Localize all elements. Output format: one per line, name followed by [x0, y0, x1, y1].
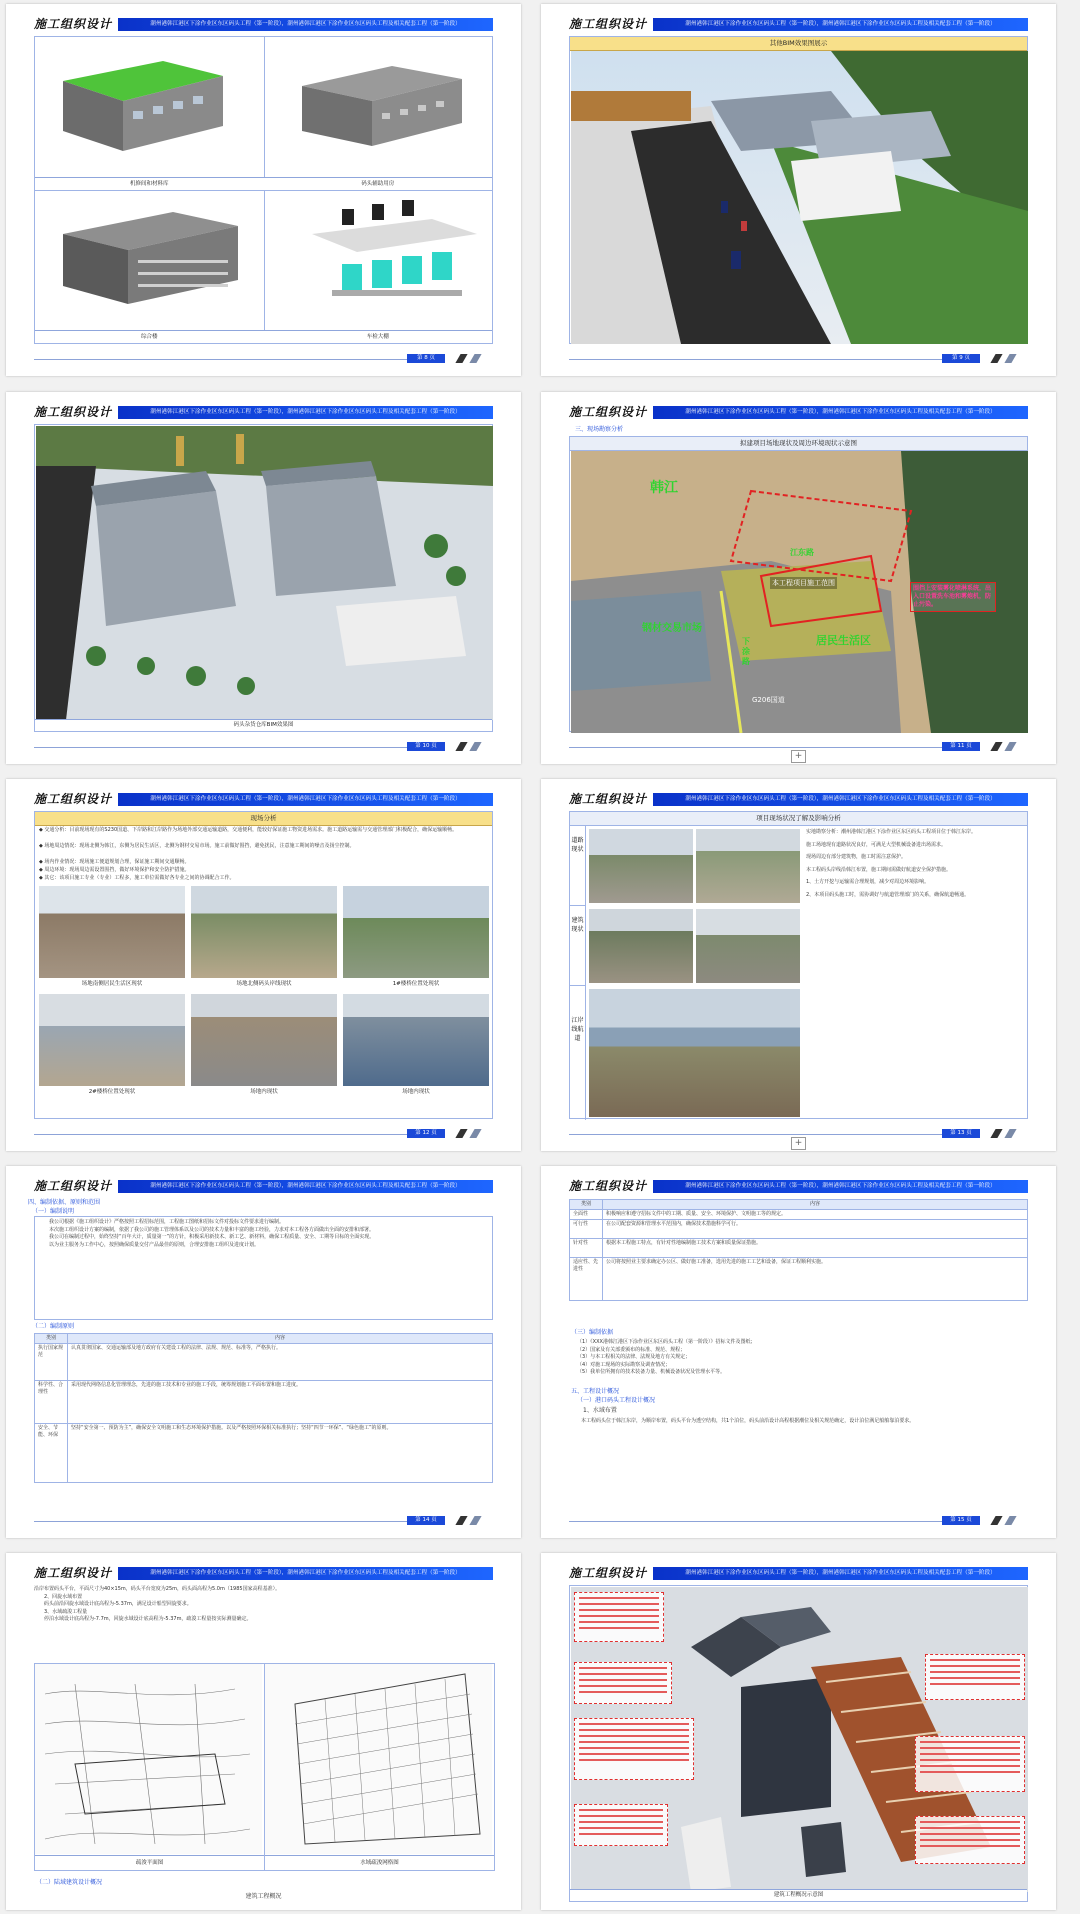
- annotation-box: [925, 1654, 1025, 1700]
- figure-title: 现场分析: [35, 812, 492, 826]
- page-footer: [34, 1514, 493, 1526]
- caption: 建筑工程概况: [245, 1893, 282, 1900]
- drawing-caption: 疏浚平面图: [35, 1855, 264, 1870]
- label-village: 居民生活区: [816, 634, 871, 647]
- render-frame: [34, 424, 493, 732]
- site-photo: [589, 909, 693, 983]
- header-title-bar: 潮州港韩江港区下涂作业区东区码头工程（第一阶段），潮州港韩江港区下涂作业区东区码头工程及相关配套工程（第一阶段）: [118, 793, 493, 806]
- subsection-heading: 1、水域布置: [583, 1407, 617, 1414]
- figure-title: 拟建项目场地现状及周边环境现状示意图: [570, 437, 1027, 451]
- paragraph: 现场周边有部分建筑物，施工时需注意保护。: [806, 854, 907, 860]
- paragraph: 2、回旋水域布置: [44, 1593, 83, 1600]
- doc-page-17: [541, 1553, 1056, 1910]
- header-title-bar: 潮州港韩江港区下涂作业区东区码头工程（第一阶段），潮州港韩江港区下涂作业区东区码头工程及相关配套工程（第一阶段）: [653, 18, 1028, 31]
- label-road: 江东路: [790, 548, 814, 557]
- doc-page-12: [6, 779, 521, 1151]
- figure-title: 其他BIM效果图展示: [570, 37, 1027, 51]
- company-logo: 施工组织设计: [569, 405, 648, 419]
- photo-caption: 2#楼桥位置处现状: [39, 1086, 185, 1098]
- table-header: 类别: [35, 1334, 68, 1344]
- site-render: [571, 51, 1028, 344]
- page-footer: [34, 1127, 493, 1139]
- section-heading: 四、编制依据、原则和范围: [28, 1199, 101, 1206]
- grid-cell: [264, 37, 493, 191]
- section-heading: 三、现场勘察分析: [575, 426, 624, 433]
- paragraph: 2、本项目码头施工时，需协调好与航道管理部门的关系，确保航道畅通。: [806, 891, 970, 898]
- site-photo: [696, 909, 800, 983]
- subsection-heading: （二）编制原则: [32, 1323, 75, 1330]
- grid-cell: [264, 190, 493, 343]
- site-photo: [39, 886, 185, 978]
- page-footer: [569, 1514, 1028, 1526]
- section-heading: 五、工程设计概况: [571, 1388, 620, 1395]
- page-header: [569, 16, 1028, 33]
- subsection-heading: （一）港口码头工程设计概况: [577, 1397, 656, 1404]
- photo-caption: 1#楼桥位置处现状: [343, 978, 489, 990]
- photo-cell: [39, 886, 185, 990]
- paragraph: 以为业主服务为工作中心，按照确保质量交付产品最佳的原则，合理安排施工组织及进度计划。: [49, 1241, 260, 1248]
- list-item: （4）对施工现场的实际勘察及调查情况；: [577, 1361, 671, 1368]
- page-header: [34, 791, 493, 808]
- page-header: [34, 1178, 493, 1195]
- render-frame: [569, 1585, 1028, 1902]
- site-photo: [696, 829, 800, 903]
- site-photo: [191, 886, 337, 978]
- analysis-frame: [34, 811, 493, 1119]
- page-number: 第 9 页: [942, 354, 980, 363]
- image-caption: 码头杂货仓库BIM效果图: [35, 719, 492, 731]
- row-label: 江岸线航道: [570, 986, 586, 1120]
- label-road-2: 下涂路: [742, 637, 750, 666]
- annotation-box: [915, 1736, 1025, 1792]
- paragraph: 停泊水域设计底高程为-7.7m，回旋水域设计底高程为-5.37m，疏浚工程量按实际测量确定。: [44, 1616, 252, 1622]
- image-caption: 综合楼: [35, 330, 264, 343]
- photo-cell: [191, 886, 337, 990]
- building-render: [43, 194, 273, 314]
- dredging-grid: [265, 1664, 492, 1854]
- page-number: 第 12 页: [407, 1129, 445, 1138]
- table-row: 可行性 在公司配套资源和管理水平范围内，确保技术措施科学可行。: [570, 1220, 1028, 1239]
- render-frame: [569, 36, 1028, 344]
- paragraph: 沿岸布置码头平台，平面尺寸为40×15m，码头平台宽度为25m，码头面高程为5.0m（1985国家高程基准）。: [34, 1586, 281, 1592]
- map-frame: [569, 436, 1028, 732]
- principles-table: [569, 1199, 1028, 1301]
- page-header: [569, 1565, 1028, 1582]
- header-title-bar: 潮州港韩江港区下涂作业区东区码头工程（第一阶段），潮州港韩江港区下涂作业区东区码头工程及相关配套工程（第一阶段）: [653, 793, 1028, 806]
- photo-caption: 场地北侧码头岸线现状: [191, 978, 337, 990]
- photo-caption: 场地内现状: [191, 1086, 337, 1098]
- table-row: 全面性 积极响应和遵守招标文件中的工期、质量、安全、环境保护、文明施工等的规定。: [570, 1210, 1028, 1220]
- page-header: [569, 791, 1028, 808]
- paragraph: ◆ 周边环境：现场周边需设置围挡，做好环境保护和安全防护措施。: [39, 867, 190, 873]
- company-logo: 施工组织设计: [569, 792, 648, 806]
- page-header: [34, 1565, 493, 1582]
- building-render: [272, 41, 502, 161]
- site-photo: [191, 994, 337, 1086]
- table-row: 科学性、合理性 采用现代网络信息化管理理念，先进的施工技术和专业的施工手段，统筹规划施工平面布置和施工进度。: [35, 1381, 493, 1424]
- image-caption: 车检大棚: [264, 330, 493, 343]
- paragraph: 本次施工组织设计方案的编制，依据了我公司的施工管理体系以及公司的技术力量和丰富的施工经验，力求对本工程各方面做出全面的安排和部署。: [49, 1226, 375, 1233]
- doc-page-13: [541, 779, 1056, 1151]
- doc-page-16: [6, 1553, 521, 1910]
- table-row: 执行国家规范 认真贯彻国家、交通运输部及地方政府有关建设工程的法律、法规、规范、标准等，严格执行。: [35, 1344, 493, 1381]
- grid-cell: [35, 190, 265, 343]
- grid-cell: [35, 37, 265, 191]
- photo-caption: 场地内现状: [343, 1086, 489, 1098]
- paragraph: 3、水域疏浚工程量: [44, 1608, 88, 1615]
- page-number: 第 15 页: [942, 1516, 980, 1525]
- paragraph: ◆ 场地周边情况：现场北侧为韩江，东侧为居民生活区，北侧为钢材交易市场。施工前做好围挡，避免扰民，注意施工期间的噪音及扬尘控制。: [39, 843, 355, 849]
- table-header: 类别: [570, 1200, 603, 1210]
- company-logo: 施工组织设计: [34, 1179, 113, 1193]
- paragraph: 我公司在编制过程中，始终坚持“百年大计，质量第一”的方针，积极采用新技术、新工艺、新材料，确保工程质量、安全、工期等目标的全面实现。: [49, 1234, 375, 1240]
- list-item: （1）《XXX港韩江港区下涂作业区东区码头工程（第一阶段）》招标文件及图纸；: [577, 1339, 756, 1345]
- paragraph: ◆ 其它：该项目施工专业（专业）工程多，施工单位需做好各专业之间的协调配合工作。: [39, 875, 235, 881]
- header-title-bar: 潮州港韩江港区下涂作业区东区码头工程（第一阶段），潮州港韩江港区下涂作业区东区码头工程及相关配套工程（第一阶段）: [118, 1180, 493, 1193]
- list-item: （3）与本工程相关的法律、法规及地方有关规定；: [577, 1354, 691, 1360]
- paragraph: 1、土方开挖与运输需合理规划，减少对周边环境影响。: [806, 879, 930, 885]
- doc-page-10: [6, 392, 521, 764]
- annotation-box: [574, 1804, 668, 1846]
- page-footer: [569, 352, 1028, 364]
- page-number: 第 10 页: [407, 742, 445, 751]
- doc-page-8: [6, 4, 521, 376]
- page-header: [569, 404, 1028, 421]
- table-row: 针对性 根据本工程施工特点，有针对性地编制施工技术方案和质量保证措施。: [570, 1239, 1028, 1258]
- site-photo: [343, 994, 489, 1086]
- page-number: 第 11 页: [942, 742, 980, 751]
- table-row: 适应性、先进性 公司将按照业主要求确定办公区、做好施工准备，选用先进的施工工艺和设备，保证工程顺利实施。: [570, 1258, 1028, 1301]
- list-item: （2）国家及有关部委颁布的标准、规范、规程；: [577, 1346, 686, 1353]
- subsection-heading: （三）编制依据: [571, 1329, 614, 1336]
- header-title-bar: 潮州港韩江港区下涂作业区东区码头工程（第一阶段），潮州港韩江港区下涂作业区东区码头工程及相关配套工程（第一阶段）: [653, 1180, 1028, 1193]
- paragraph: 我公司根据《施工组织设计》严格按照工程招标范围，工程施工图纸和招标文件对投标文件要求进行编制。: [49, 1219, 285, 1225]
- analysis-frame: [569, 811, 1028, 1119]
- page-footer: [34, 352, 493, 364]
- header-title-bar: 潮州港韩江港区下涂作业区东区码头工程（第一阶段），潮州港韩江港区下涂作业区东区码头工程及相关配套工程（第一阶段）: [653, 406, 1028, 419]
- paragraph: 施工场地现有道路状况良好，可满足大型机械设备进出场需求。: [806, 841, 947, 848]
- company-logo: 施工组织设计: [569, 1179, 648, 1193]
- company-logo: 施工组织设计: [34, 792, 113, 806]
- table-header: 内容: [603, 1200, 1028, 1210]
- image-grid: [34, 36, 493, 344]
- company-logo: 施工组织设计: [34, 17, 113, 31]
- expand-button[interactable]: +: [791, 1137, 806, 1150]
- paragraph: 实地勘察分析：潮州港韩江港区下涂作业区东区码头工程项目位于韩江东岸。: [806, 829, 977, 835]
- table-row: 安全、节能、环保 坚持“安全第一、预防为主”，确保安全文明施工和生态环境保护措施。以及严格按照环保相关标准执行；坚持“四节一环保”、“绿色施工”的原则。: [35, 1424, 493, 1483]
- text-block: [34, 1216, 493, 1320]
- company-logo: 施工组织设计: [569, 17, 648, 31]
- annotation-box: [915, 1816, 1025, 1864]
- doc-page-14: [6, 1166, 521, 1538]
- reference-list: [577, 1339, 1028, 1377]
- label-highway: G206国道: [752, 696, 785, 704]
- row-label: 道路现状: [570, 826, 586, 906]
- page-number: 第 8 页: [407, 354, 445, 363]
- image-caption: 码头辅助用房: [264, 177, 493, 190]
- annotation-box: [574, 1718, 694, 1780]
- header-title-bar: 潮州港韩江港区下涂作业区东区码头工程（第一阶段），潮州港韩江港区下涂作业区东区码头工程及相关配套工程（第一阶段）: [118, 406, 493, 419]
- text-column: [806, 829, 1023, 1114]
- list-item: （5）我单位所拥有的技术装备力量、机械设备状况及管理水平等。: [577, 1369, 726, 1375]
- paragraph: 本工程码头岸线沿韩江布置，施工期间需做好航道安全保护措施。: [806, 866, 952, 873]
- page-header: [34, 16, 493, 33]
- drawing-panel: [264, 1663, 495, 1871]
- site-photo: [39, 994, 185, 1086]
- photo-cell: [343, 994, 489, 1098]
- expand-button[interactable]: +: [791, 750, 806, 763]
- principles-table: [34, 1333, 493, 1483]
- company-logo: 施工组织设计: [34, 405, 113, 419]
- page-header: [34, 404, 493, 421]
- page-footer: [569, 740, 1028, 752]
- photo-cell: [343, 886, 489, 990]
- doc-page-9: [541, 4, 1056, 376]
- doc-page-11: [541, 392, 1056, 764]
- row-label: 建筑现状: [570, 906, 586, 986]
- site-photo: [589, 829, 693, 903]
- annotation-box: [574, 1592, 664, 1642]
- building-render: [272, 194, 502, 314]
- page-number: 第 13 页: [942, 1129, 980, 1138]
- annotation-box: [574, 1662, 672, 1704]
- drawing-caption: 水域疏浚网格图: [265, 1855, 494, 1870]
- warehouse-render: [36, 426, 493, 720]
- paragraph: ◆ 场内作业情况：现场施工便道规划合理，保证施工期间交通顺畅。: [39, 859, 190, 865]
- photo-cell: [191, 994, 337, 1098]
- figure-title: 项目现场状况了解及影响分析: [570, 812, 1027, 826]
- page-header: [569, 1178, 1028, 1195]
- company-logo: 施工组织设计: [34, 1566, 113, 1580]
- header-title-bar: 潮州港韩江港区下涂作业区东区码头工程（第一阶段），潮州港韩江港区下涂作业区东区码头工程及相关配套工程（第一阶段）: [118, 18, 493, 31]
- building-render: [43, 41, 273, 161]
- callout-note: 围挡上安装雾化喷淋系统，出入口设置洗车池和雾炮机，防止污染。: [910, 582, 996, 612]
- image-caption: 建筑工程概况示意图: [570, 1889, 1027, 1901]
- label-market: 钢材交易市场: [642, 623, 702, 634]
- subsection-heading: （一）编制说明: [32, 1208, 75, 1215]
- drawing-panel: [34, 1663, 265, 1871]
- paragraph: 本工程码头位于韩江东岸，为顺岸布置，码头平台为透空结构，共1个泊位，码头前沿设计高程根据潮位及相关规范确定，设计泊位满足船舶靠泊要求。: [581, 1418, 915, 1424]
- label-scope: 本工程项目施工范围: [772, 579, 835, 587]
- header-title-bar: 潮州港韩江港区下涂作业区东区码头工程（第一阶段），潮州港韩江港区下涂作业区东区码头工程及相关配套工程（第一阶段）: [118, 1567, 493, 1580]
- photo-caption: 场地南侧居民生活区现状: [39, 978, 185, 990]
- page-footer: [34, 740, 493, 752]
- table-header: 内容: [68, 1334, 493, 1344]
- site-photo: [343, 886, 489, 978]
- company-logo: 施工组织设计: [569, 1566, 648, 1580]
- text-block: [34, 1586, 493, 1624]
- image-caption: 机修间和材料库: [35, 177, 264, 190]
- photo-cell: [39, 994, 185, 1098]
- doc-page-15: [541, 1166, 1056, 1538]
- photo-grid: [39, 886, 488, 1104]
- page-number: 第 14 页: [407, 1516, 445, 1525]
- dredging-plan: [35, 1664, 262, 1854]
- paragraph: ◆ 交通分析：目前现场现有的S230国道、下岸路和江岸路作为场地外部交通运输道路，交通便利，能较好保证施工物资进场需求。施工道路运输需与交通管理部门积极配合，确保运输顺畅。: [39, 827, 458, 833]
- page-footer: [569, 1127, 1028, 1139]
- site-photo: [589, 989, 800, 1117]
- header-title-bar: 潮州港韩江港区下涂作业区东区码头工程（第一阶段），潮州港韩江港区下涂作业区东区码头工程及相关配套工程（第一阶段）: [653, 1567, 1028, 1580]
- subsection-heading: （二）陆域建筑设计概况: [36, 1879, 103, 1886]
- paragraph: 码头前沿回旋水域设计底高程为-5.37m，满足设计船型回旋要求。: [44, 1601, 192, 1607]
- label-river: 韩江: [650, 480, 678, 496]
